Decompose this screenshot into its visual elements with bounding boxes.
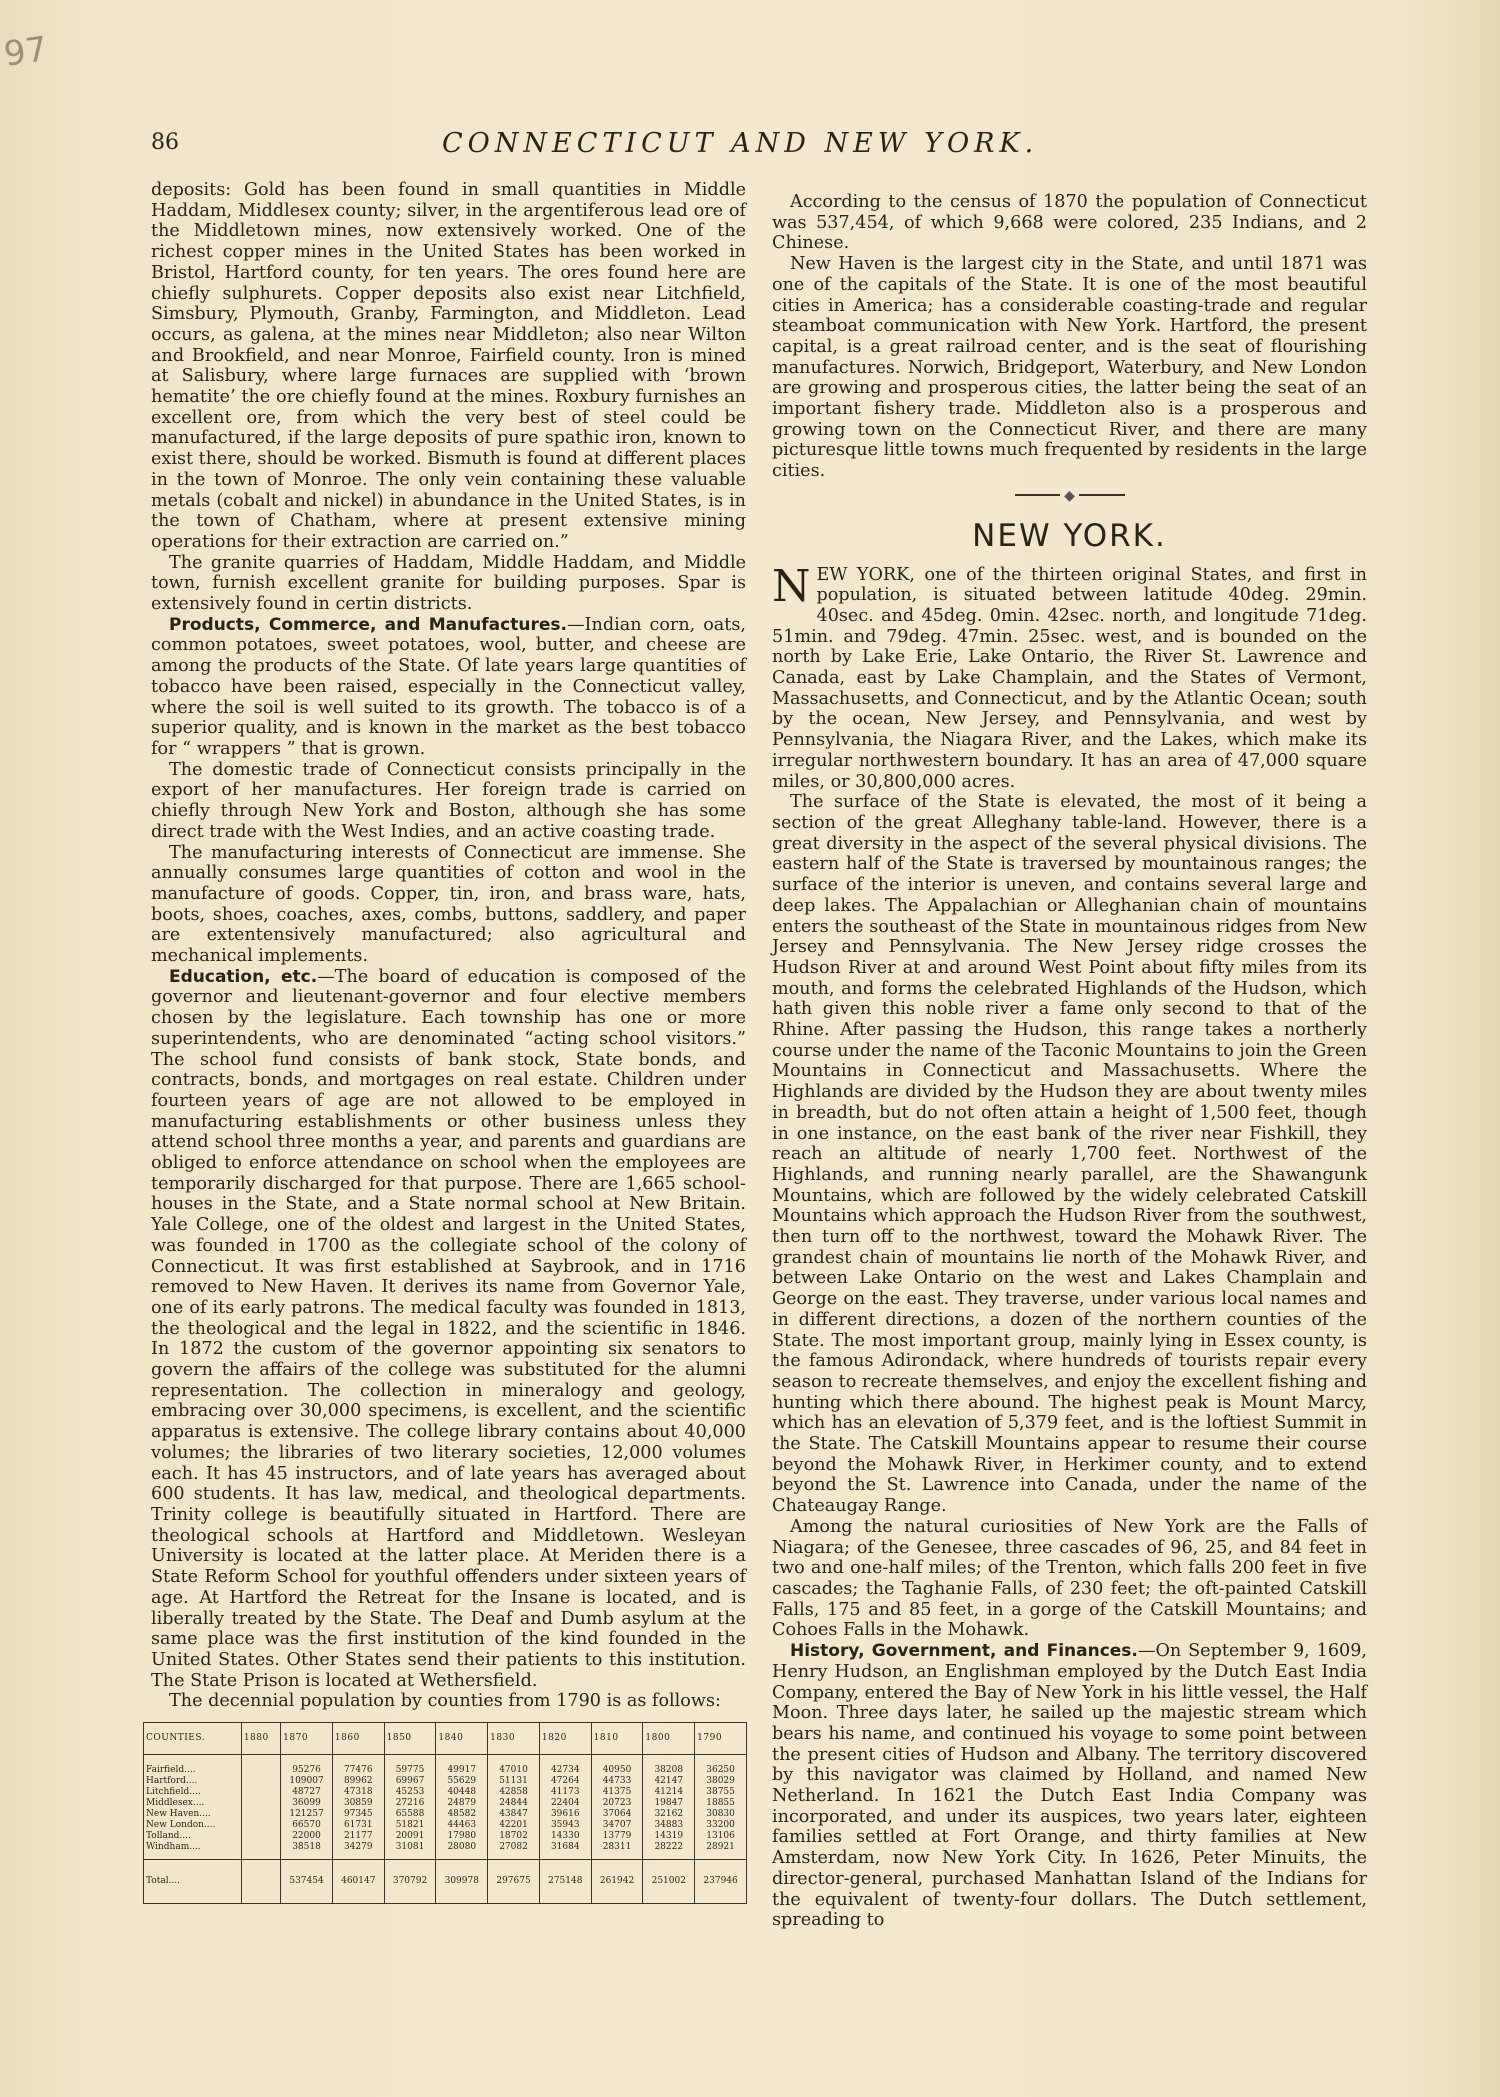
population-cell [241, 1842, 280, 1860]
county-name-cell: Windham.... [144, 1842, 242, 1860]
total-cell: 460147 [332, 1860, 384, 1904]
population-cell: 27082 [488, 1842, 540, 1860]
population-cell: 36250 [695, 1755, 747, 1777]
population-cell: 28311 [591, 1842, 643, 1860]
paragraph-domestic-trade: The domestic trade of Connecticut consists principally in the export of her manufactures. Her foreign trade is carried on chiefly through New York and Boston, although she has some direct trade with the West Indies, and an active coasting trade. [151, 759, 746, 842]
population-cell: 41375 [591, 1787, 643, 1798]
population-cell: 43847 [488, 1809, 540, 1820]
divider-ornament: ◆ [1060, 488, 1079, 504]
population-cell: 40448 [436, 1787, 488, 1798]
table-body [144, 1755, 747, 1904]
population-cell: 41214 [643, 1787, 695, 1798]
running-head: CONNECTICUT AND NEW YORK. [442, 128, 1039, 159]
section-title-new-york: NEW YORK. [972, 517, 1167, 554]
table-header: 1810 [591, 1723, 643, 1755]
population-cell: 38518 [281, 1842, 333, 1860]
population-cell: 27216 [384, 1798, 436, 1809]
total-cell: 251002 [643, 1860, 695, 1904]
table-intro: The decennial population by counties from 1790 is as follows: [169, 1691, 721, 1712]
paragraph-ny-intro [772, 560, 1367, 793]
population-cell: 40950 [591, 1755, 643, 1777]
right-column [772, 192, 1367, 1931]
total-cell: 297675 [488, 1860, 540, 1904]
education-text: —The board of education is composed of the governor and lieutenant-governor and four elective members chosen by the legislature. Each township has one or more superintendents, who are denominated “acting school visitors.” The school fund consists of bank stock, State bonds, and contracts, bonds, and mortgages on real estate. Children under fourteen years of age are not allowed to be employed in manufacturing establishments or other business unless they attend school three months a year, and parents and guardians are obliged to enforce attendance on school when the employees are temporarily discharged for that purpose. There are 1,665 school-houses in the State, and a State normal school at New Britain. Yale College, one of the oldest and largest in the United States, was founded in 1700 as the collegiate school of the colony of Connecticut. It was first established at Saybrook, and in 1716 removed to New Haven. It derives its name from Governor Yale, one of its early patrons. The medical faculty was founded in 1813, the theological and the legal in 1822, and the scientific in 1846. In 1872 the custom of the governor appointing six senators to govern the affairs of the college was substituted for the alumni representation. The collection in mineralogy and geology, embracing over 30,000 specimens, is excellent, and the scientific apparatus is extensive. The college library contains about 40,000 volumes; the libraries of two literary societies, 12,000 volumes each. It has 45 instructors, and of late years has averaged about 600 students. It has law, medical, and theological departments. Trinity college is beautifully situated in Hartford. There are theological schools at Hartford and Middletown. Wesleyan University is located at the latter place. At Meriden there is a State Reform School for youthful offenders under sixteen years of age. At Hartford the Retreat for the Insane is located, and is liberally treated by the State. The Deaf and Dumb asylum at the same place was the first institution of the kind founded in the United States. Other States send their patients to this institution. The State Prison is located at Wethersfield. [151, 966, 746, 1691]
table-header: 1830 [488, 1723, 540, 1755]
paragraph-census: According to the census of 1870 the population of Connecticut was 537,454, of which 9,668 were colored, 235 Indians, and 2 Chinese. [772, 192, 1367, 254]
population-cell: 31684 [539, 1842, 591, 1860]
table-row [144, 1755, 747, 1777]
section-heading-history: History, Government, and Finances. [790, 1641, 1138, 1662]
population-table [143, 1722, 747, 1904]
population-cell [241, 1809, 280, 1820]
table-header: 1840 [436, 1723, 488, 1755]
county-name-cell: Middlesex.... [144, 1798, 242, 1809]
section-heading-products: Products, Commerce, and Manufactures. [169, 614, 567, 635]
population-cell: 20091 [384, 1831, 436, 1842]
table-header: 1850 [384, 1723, 436, 1755]
pencil-margin-note: 97 [1, 29, 50, 75]
drop-cap: N [772, 560, 811, 612]
population-cell: 44733 [591, 1776, 643, 1787]
population-cell: 34707 [591, 1820, 643, 1831]
population-cell: 42734 [539, 1755, 591, 1777]
population-cell: 41173 [539, 1787, 591, 1798]
population-cell: 42147 [643, 1776, 695, 1787]
paragraph-granite: The granite quarries of Haddam, Middle Haddam, and Middle town, furnish excellent granite for building purposes. Spar is extensively found in certin districts. [151, 552, 746, 615]
table-header-row [144, 1723, 747, 1755]
total-cell: 275148 [539, 1860, 591, 1904]
total-cell: 309978 [436, 1860, 488, 1904]
population-cell: 47318 [332, 1787, 384, 1798]
population-cell [241, 1798, 280, 1809]
population-cell: 47264 [539, 1776, 591, 1787]
population-cell: 51131 [488, 1776, 540, 1787]
population-cell: 66570 [281, 1820, 333, 1831]
county-name-cell: Hartford.... [144, 1776, 242, 1787]
county-name-cell: New Haven.... [144, 1809, 242, 1820]
population-cell: 36099 [281, 1798, 333, 1809]
table-total-row [144, 1860, 747, 1904]
table-header: 1820 [539, 1723, 591, 1755]
population-cell: 31081 [384, 1842, 436, 1860]
population-cell: 38755 [695, 1787, 747, 1798]
population-cell: 51821 [384, 1820, 436, 1831]
paragraph-products [151, 615, 746, 760]
paragraph-cities: New Haven is the largest city in the State, and until 1871 was one of the capitals of the State. It is one of the most beautiful cities in America; has a considerable coasting-trade and regular steamboat communication with New York. Hartford, the present capital, is a great railroad center, and is the seat of flourishing manufactures. Norwich, Bridgeport, Waterbury, and New London are growing and prosperous cities, the latter being the seat of an important fishery trade. Middleton also is a prosperous and growing town on the Connecticut River, and there are many picturesque little towns much frequented by residents in the large cities. [772, 254, 1367, 482]
population-cell [241, 1787, 280, 1798]
population-cell: 45253 [384, 1787, 436, 1798]
population-cell: 14330 [539, 1831, 591, 1842]
table-header: COUNTIES. [144, 1723, 242, 1755]
population-cell: 18855 [695, 1798, 747, 1809]
population-cell: 22000 [281, 1831, 333, 1842]
population-cell: 121257 [281, 1809, 333, 1820]
population-cell: 21177 [332, 1831, 384, 1842]
population-cell: 37064 [591, 1809, 643, 1820]
population-cell: 13779 [591, 1831, 643, 1842]
paragraph-curiosities: Among the natural curiosities of New York are the Falls of Niagara; of the Genesee, three cascades of 96, 25, and 84 feet in two and one-half miles; of the Trenton, which falls 200 feet in five cascades; the Taghanie Falls, of 230 feet; the oft-painted Catskill Falls, 175 and 85 feet, in a gorge of the Catskill Mountains; and Cohoes Falls in the Mohawk. [772, 1516, 1367, 1641]
total-cell [241, 1860, 280, 1904]
population-cell: 42858 [488, 1787, 540, 1798]
population-cell: 33200 [695, 1820, 747, 1831]
population-cell: 20723 [591, 1798, 643, 1809]
population-cell: 47010 [488, 1755, 540, 1777]
population-cell: 61731 [332, 1820, 384, 1831]
county-name-cell: Tolland.... [144, 1831, 242, 1842]
history-text: —On September 9, 1609, Henry Hudson, an Englishman employed by the Dutch East India Company, entered the Bay of New York in his little vessel, the Half Moon. Three days later, he sailed up the majestic stream which bears his name, and continued his voyage to some point between the present cities of Hudson and Albany. The territory discovered by this navigator was claimed by Holland, and named New Netherland. In 1621 the Dutch East India Company was incorporated, and under its auspices, two years later, eighteen families settled at Fort Orange, and thirty families at New Amsterdam, now New York City. In 1626, Peter Minuits, the director-general, purchased Manhattan Island of the Indians for the equivalent of twenty-four dollars. The Dutch settlement, spreading to [772, 1641, 1367, 1931]
population-cell: 44463 [436, 1820, 488, 1831]
population-cell: 95276 [281, 1755, 333, 1777]
paragraph-history [772, 1641, 1367, 1931]
paragraph-education [151, 967, 746, 1692]
paragraph-manufacturing: The manufacturing interests of Connecticut are immense. She annually consumes large quantities of cotton and wool in the manufacture of goods. Copper, tin, iron, and brass ware, hats, boots, shoes, coaches, axes, combs, buttons, saddlery, and paper are extentensively manufactured; also agricultural and mechanical implements. [151, 842, 746, 967]
population-cell: 28080 [436, 1842, 488, 1860]
county-name-cell: Fairfield.... [144, 1755, 242, 1777]
table-row [144, 1787, 747, 1798]
population-cell: 48727 [281, 1787, 333, 1798]
products-text: —Indian corn, oats, common potatoes, sweet potatoes, wool, butter, and cheese are among the products of the State. Of late years large quantities of tobacco have been raised, especially in the Connecticut valley, where the soil is well suited to its growth. The tobacco is of a superior quality, and is known in the market as the best tobacco for “ wrappers ” that is grown. [151, 614, 746, 759]
population-cell: 55629 [436, 1776, 488, 1787]
paragraph-deposits: deposits: Gold has been found in small quantities in Middle Haddam, Middlesex county; silver, in the argentiferous lead ore of the Middletown mines, now extensively worked. One of the richest copper mines in the United States has been worked in Bristol, Hartford county, for ten years. The ores found here are chiefly sulphurets. Copper deposits also exist near Litchfield, Simsbury, Plymouth, Granby, Farmington, and Middleton. Lead occurs, as galena, at the mines near Middleton; also near Wilton and Brookfield, and near Monroe, Fairfield county. Iron is mined at Salisbury, where large furnaces are supplied with ‘brown hematite’ the ore chiefly found at the mines. Roxbury furnishes an excellent ore, from which the very best of steel could be manufactured, if the large deposits of pure spathic iron, known to exist there, should be worked. Bismuth is found at different places in the town of Monroe. The only vein containing these valuable metals (cobalt and nickel) in abundance in the United States, is in the town of Chatham, where at present extensive mining operations for their extraction are carried on.” [151, 180, 746, 552]
population-cell: 14319 [643, 1831, 695, 1842]
paragraph-surface: The surface of the State is elevated, the most of it being a section of the great Alleghany table-land. However, there is a great diversity in the aspect of the several physical divisions. The eastern half of the State is traversed by mountainous ranges; the surface of the interior is uneven, and contains several large and deep lakes. The Appalachian or Alleghanian chain of mountains enters the southeast of the State in mountainous ridges from New Jersey and Pennsylvania. The New Jersey ridge crosses the Hudson River at and around West Point about fifty miles from its mouth, and forms the celebrated Highlands of the Hudson, which hath given this noble river a fame only second to that of the Rhine. After passing the Hudson, this range takes a northerly course under the name of the Taconic Mountains to join the Green Mountains in Connecticut and Massachusetts. Where the Highlands are divided by the Hudson they are about twenty miles in breadth, but do not often attain a height of 1,500 feet, though in one instance, on the east bank of the river near Fishkill, they reach an altitude of nearly 1,700 feet. Northwest of the Highlands, and running nearly parallel, are the Shawangunk Mountains, which are followed by the widely celebrated Catskill Mountains which approach the Hudson River from the southwest, then turn off to the northwest, toward the Mohawk River. The grandest chain of mountains lie north of the Mohawk River, and between Lake Ontario on the west and Lakes Champlain and George on the east. They traverse, under various local names and in different directions, a dozen of the northern counties of the State. The most important group, mainly lying in Essex county, is the famous Adirondack, where hundreds of tourists repair every season to recreate themselves, and enjoy the excellent fishing and hunting which there abound. The highest peak is Mount Marcy, which has an elevation of 5,379 feet, and is the loftiest Summit in the State. The Catskill Mountains appear to resume their course beyond the Mohawk River, in Herkimer county, and to extend beyond the St. Lawrence into Canada, under the name of the Chateaugay Range. [772, 792, 1367, 1517]
table-header: 1870 [281, 1723, 333, 1755]
population-cell [241, 1831, 280, 1842]
table-row [144, 1820, 747, 1831]
section-divider [1015, 487, 1125, 504]
population-cell: 17980 [436, 1831, 488, 1842]
table-row [144, 1809, 747, 1820]
table-header: 1880 [241, 1723, 280, 1755]
population-cell: 38029 [695, 1776, 747, 1787]
population-cell: 13106 [695, 1831, 747, 1842]
population-cell [241, 1776, 280, 1787]
population-cell: 109007 [281, 1776, 333, 1787]
population-cell [241, 1755, 280, 1777]
population-cell: 19847 [643, 1798, 695, 1809]
table-header: 1790 [695, 1723, 747, 1755]
population-cell: 49917 [436, 1755, 488, 1777]
total-cell: 261942 [591, 1860, 643, 1904]
population-cell: 48582 [436, 1809, 488, 1820]
population-cell: 97345 [332, 1809, 384, 1820]
table-row [144, 1842, 747, 1860]
table-row [144, 1798, 747, 1809]
left-column [146, 180, 746, 1904]
population-cell: 18702 [488, 1831, 540, 1842]
population-cell: 65588 [384, 1809, 436, 1820]
population-cell: 24844 [488, 1798, 540, 1809]
population-cell: 30830 [695, 1809, 747, 1820]
population-cell: 59775 [384, 1755, 436, 1777]
population-cell: 34883 [643, 1820, 695, 1831]
population-cell: 30859 [332, 1798, 384, 1809]
population-cell: 24879 [436, 1798, 488, 1809]
section-heading-education: Education, etc. [169, 966, 318, 987]
table-header: 1800 [643, 1723, 695, 1755]
total-cell: 370792 [384, 1860, 436, 1904]
population-cell: 34279 [332, 1842, 384, 1860]
population-cell: 32162 [643, 1809, 695, 1820]
page-number: 86 [151, 130, 179, 155]
population-cell: 39616 [539, 1809, 591, 1820]
population-cell: 69967 [384, 1776, 436, 1787]
population-cell: 77476 [332, 1755, 384, 1777]
county-name-cell: New London.... [144, 1820, 242, 1831]
total-cell: 237946 [695, 1860, 747, 1904]
table-row [144, 1776, 747, 1787]
total-label-cell: Total.... [144, 1860, 242, 1904]
population-cell: 89962 [332, 1776, 384, 1787]
total-cell: 537454 [281, 1860, 333, 1904]
population-cell [241, 1820, 280, 1831]
population-cell: 35943 [539, 1820, 591, 1831]
population-cell: 22404 [539, 1798, 591, 1809]
population-cell: 42201 [488, 1820, 540, 1831]
table-header: 1860 [332, 1723, 384, 1755]
county-name-cell: Litchfield.... [144, 1787, 242, 1798]
population-cell: 28222 [643, 1842, 695, 1860]
ny-intro-text: EW YORK, one of the thirteen original States, and first in population, is situated between latitude 40deg. 29min. 40sec. and 45deg. 0min. 42sec. north, and longitude 71deg. 51min. and 79deg. 47min. 25sec. west, and is bounded on the north by Lake Erie, Lake Ontario, the River St. Lawrence and Canada, east by Lake Champlain, and the States of Vermont, Massachusetts, and Connecticut, and by the Atlantic Ocean; south by the ocean, New Jersey, and Pennsylvania, and west by Pennsylvania, the Niagara River, and the Lakes, which make its irregular northwestern boundary. It has an area of 47,000 square miles, or 30,800,000 acres. [772, 564, 1367, 792]
population-cell: 28921 [695, 1842, 747, 1860]
population-cell: 38208 [643, 1755, 695, 1777]
table-row [144, 1831, 747, 1842]
